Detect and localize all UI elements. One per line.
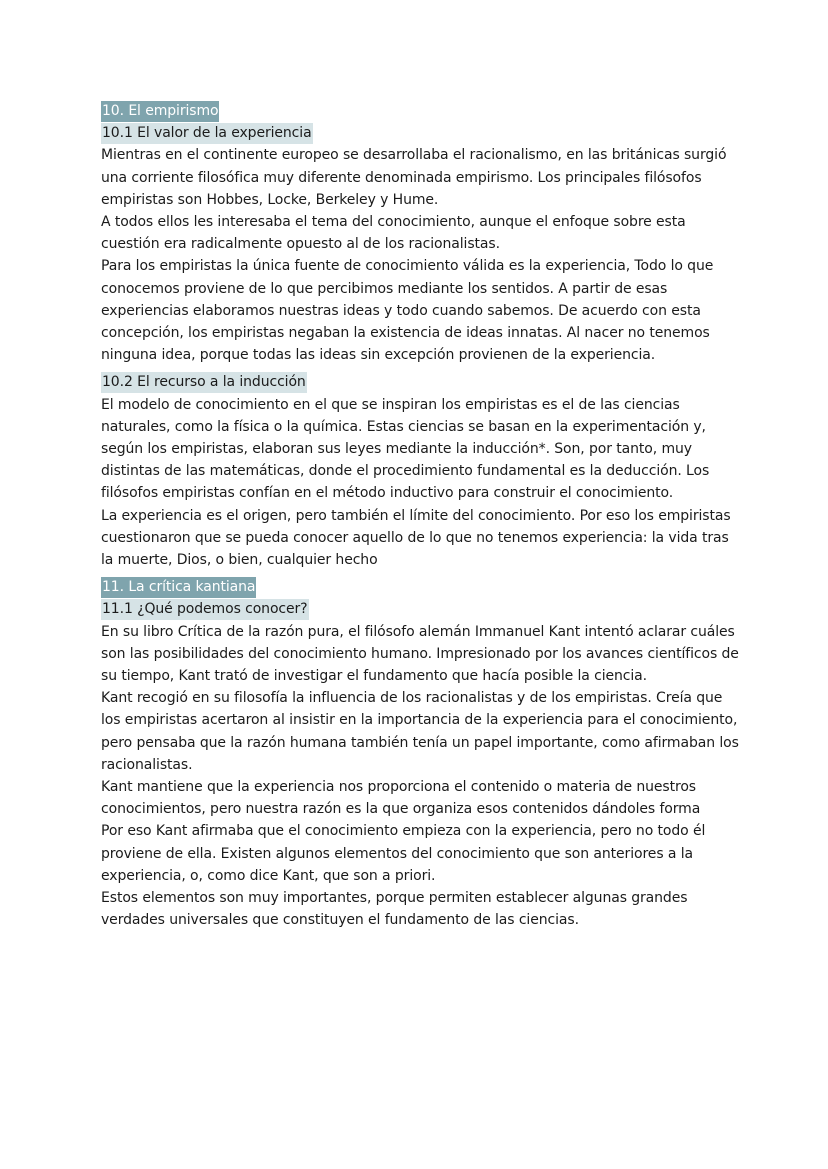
paragraph: A todos ellos les interesaba el tema del conocimiento, aunque el enfoque sobre esta cuestión era radicalmente opuesto al de los racionalistas. xyxy=(101,213,686,253)
paragraph: La experiencia es el origen, pero también el límite del conocimiento. Por eso los empiristas cuestionaron que se pueda conocer aquello de lo que no tenemos experiencia: la vida tras la muerte, Dios, o bien, cualquier hecho xyxy=(101,507,731,569)
section-10-2-title: 10.2 El recurso a la inducción xyxy=(101,372,307,393)
paragraph: Kant mantiene que la experiencia nos proporciona el contenido o materia de nuestros conocimientos, pero nuestra razón es la que organiza esos contenidos dándoles forma xyxy=(101,779,701,818)
document-body xyxy=(101,100,741,931)
section-10-title: 10. El empirismo xyxy=(101,101,219,122)
section-11-1-title: 11.1 ¿Qué podemos conocer? xyxy=(101,599,309,620)
paragraph: En su libro Crítica de la razón pura, el filósofo alemán Immanuel Kant intentó aclarar cuáles son las posibilidades del conocimiento humano. Impresionado por los avances científicos de su tiempo, Kant trató de investigar el fundamento que hacía posible la ciencia. xyxy=(101,623,739,684)
paragraph: Estos elementos son muy importantes, porque permiten establecer algunas grandes verdades universales que constituyen el fundamento de las ciencias. xyxy=(101,890,688,929)
section-10-1-title: 10.1 El valor de la experiencia xyxy=(101,123,313,144)
paragraph: Mientras en el continente europeo se desarrollaba el racionalismo, en las británicas surgió una corriente filosófica muy diferente denominada empirismo. Los principales filósofos empiristas son Hobbes, Locke, Berkeley y Hume. xyxy=(101,147,727,208)
section-11-title: 11. La crítica kantiana xyxy=(101,577,256,598)
paragraph: El modelo de conocimiento en el que se inspiran los empiristas es el de las ciencias naturales, como la física o la química. Estas ciencias se basan en la experimentación y, según los empiristas, elaboran sus leyes mediante la inducción*. Son, por tanto, muy distintas de las matemáticas, donde el procedimiento fundamental es la deducción. Los filósofos empiristas confían en el método inductivo para construir el conocimiento. xyxy=(101,396,710,502)
paragraph: Por eso Kant afirmaba que el conocimiento empieza con la experiencia, pero no todo él proviene de ella. Existen algunos elementos del conocimiento que son anteriores a la experiencia, o, como dice Kant, que son a priori. xyxy=(101,823,706,884)
paragraph: Kant recogió en su filosofía la influencia de los racionalistas y de los empiristas. Creía que los empiristas acertaron al insistir en la importancia de la experiencia para el conocimiento, pero pensaba que la razón humana también tenía un papel importante, como afirmaban los racionalistas. xyxy=(101,690,739,773)
paragraph: Para los empiristas la única fuente de conocimiento válida es la experiencia, Todo lo que conocemos proviene de lo que percibimos mediante los sentidos. A partir de esas experiencias elaboramos nuestras ideas y todo cuando sabemos. De acuerdo con esta concepción, los empiristas negaban la existencia de ideas innatas. Al nacer no tenemos ninguna idea, porque todas las ideas sin excepción provienen de la experiencia. xyxy=(101,258,714,364)
